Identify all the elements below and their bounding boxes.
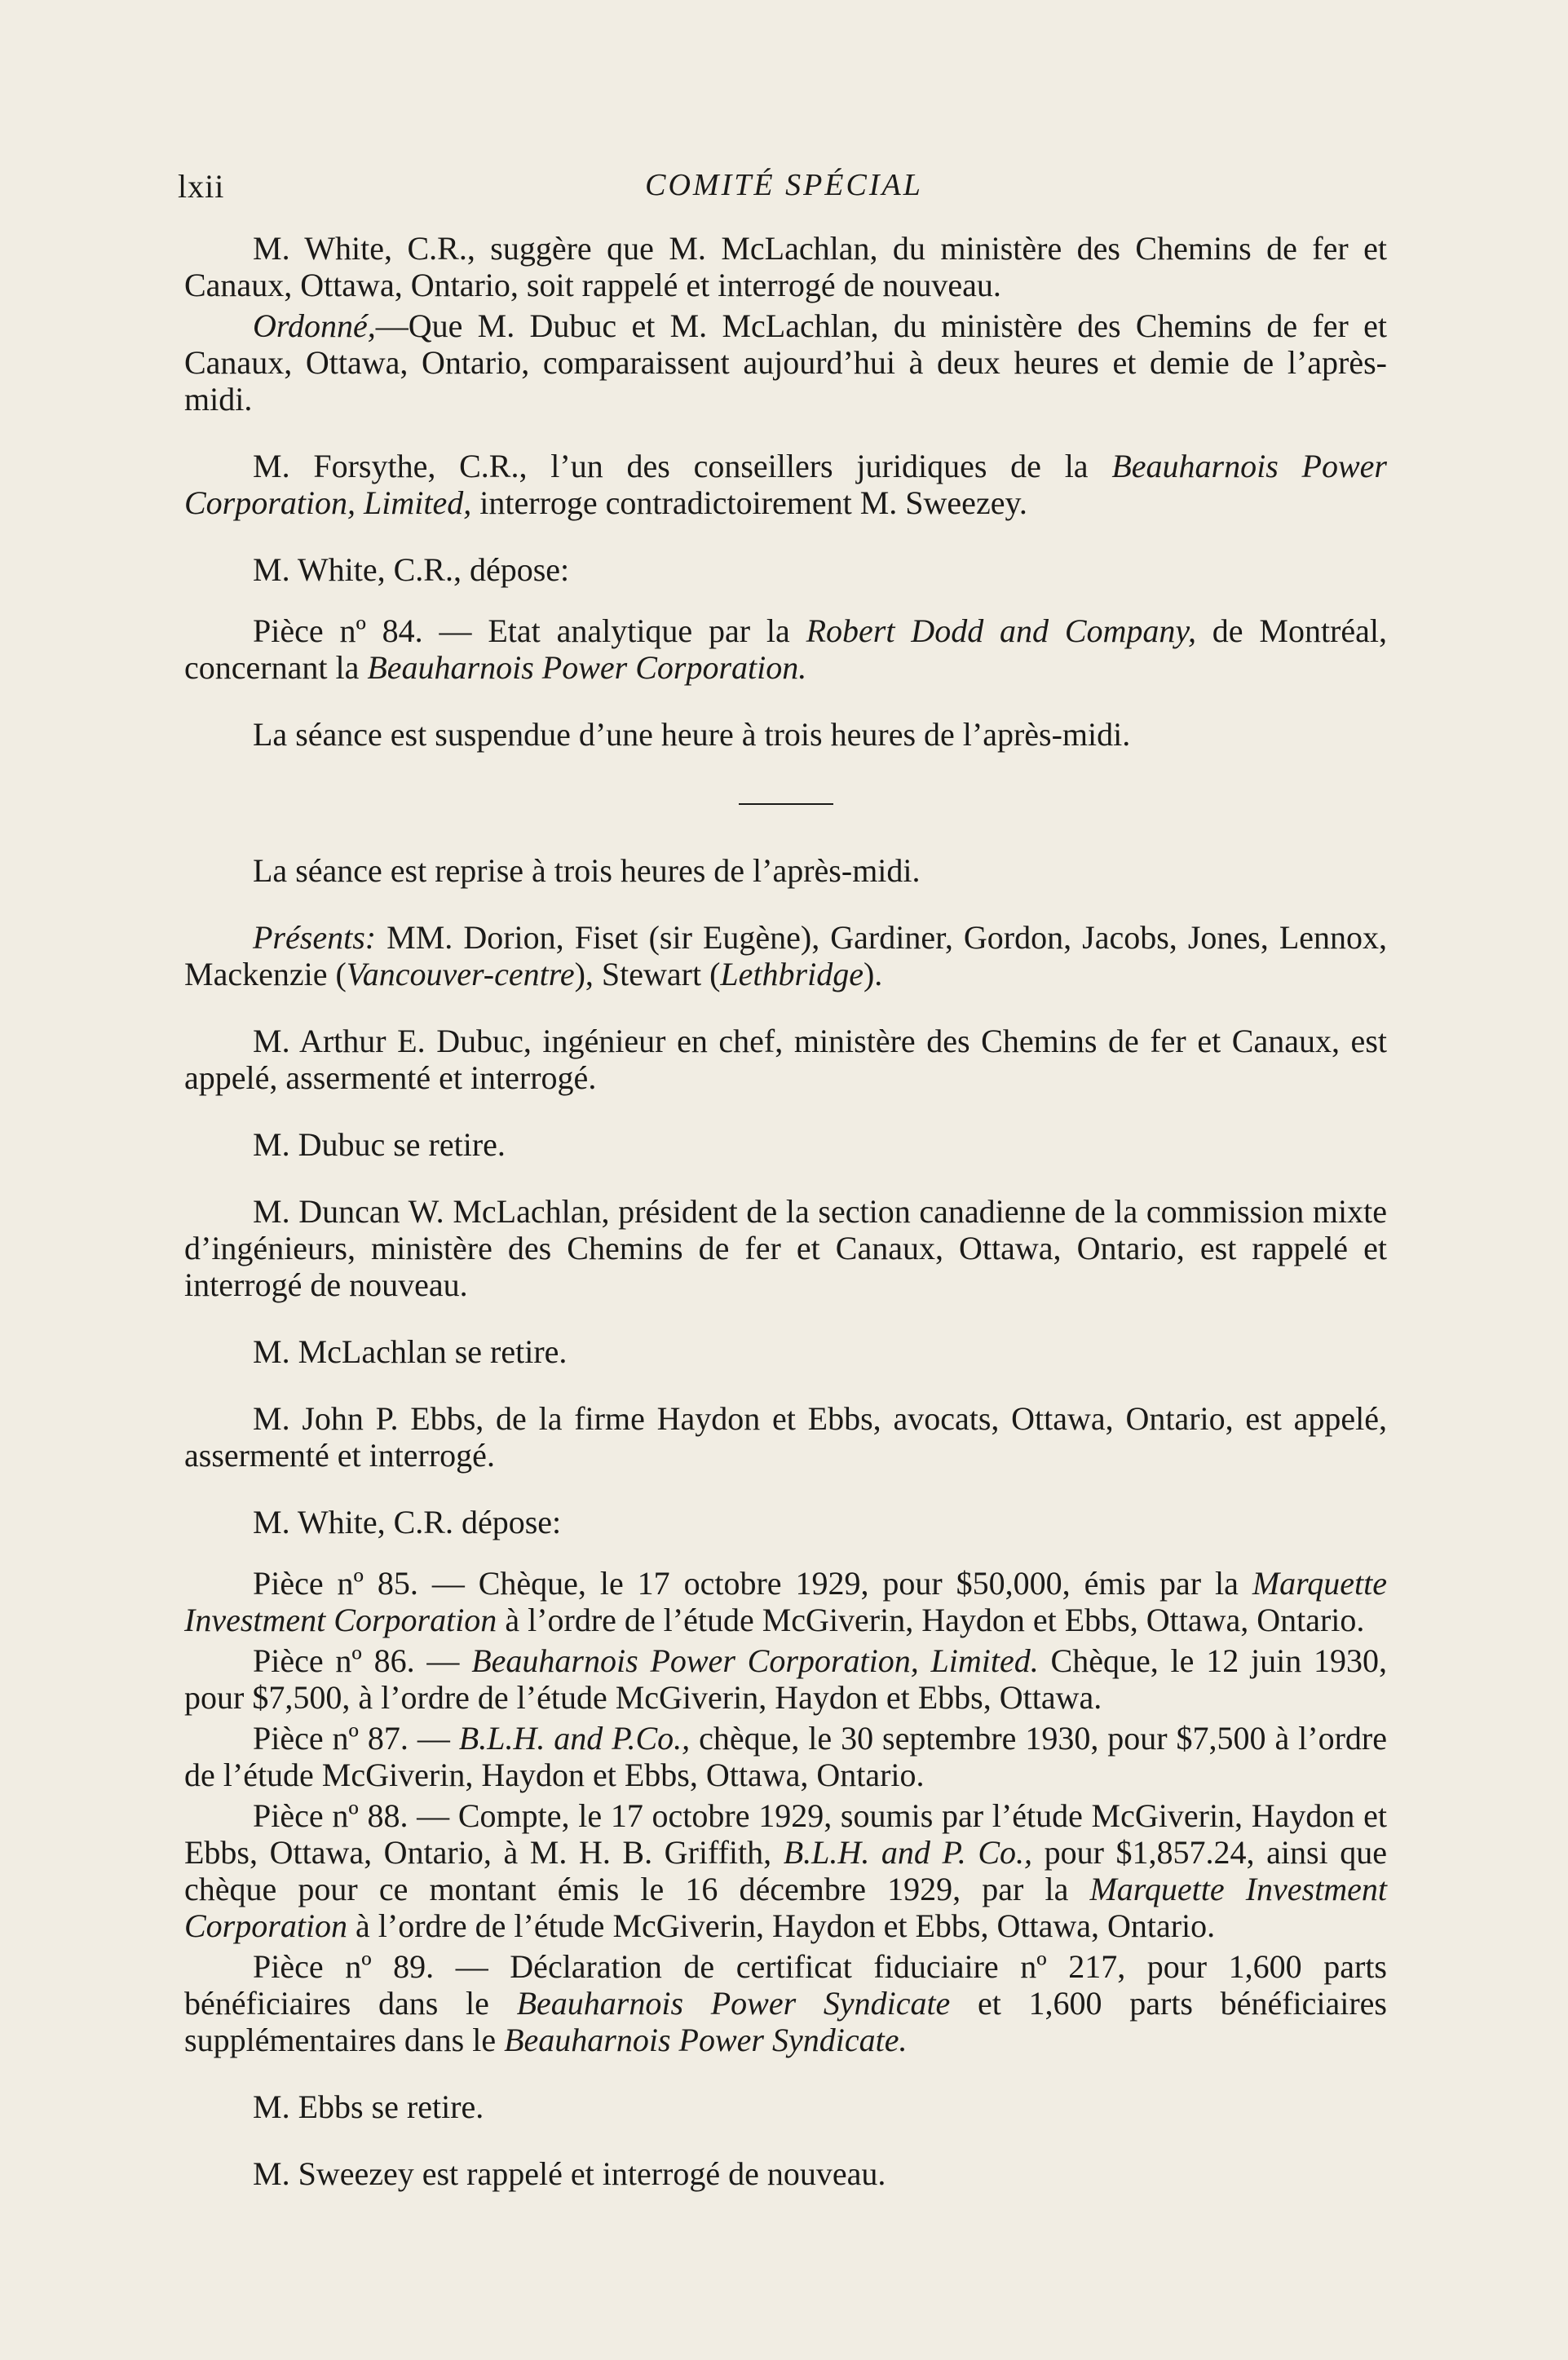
text-run: M. Ebbs se retire. [253,2088,484,2125]
running-title: COMITÉ SPÉCIAL [645,168,923,202]
text-run: de Montréal, concernant la [184,612,1387,686]
text-run: et 1,600 parts bénéficiaires supplémentaires dans le [184,1985,1387,2058]
text-run-italic: Beauharnois Power Syndicate. [504,2022,908,2058]
text-run: M. John P. Ebbs, de la firme Haydon et Ebbs, avocats, Ottawa, Ontario, est appelé, assermenté et interrogé. [184,1400,1387,1474]
paragraph-exhibit-89 [184,1948,1387,2058]
text-run: à l’ordre de l’étude McGiverin, Haydon et Ebbs, Ottawa, Ontario. [497,1602,1365,1638]
section-divider [739,803,833,805]
paragraph-resumed [184,852,1387,889]
text-run: M. Duncan W. McLachlan, président de la section canadienne de la commission mixte d’ingénieurs, ministère des Chemins de fer et Canaux, Ottawa, Ontario, est rappelé et interrogé de nouveau. [184,1193,1387,1303]
paragraph-mclachlan-recalled [184,1193,1387,1303]
text-run: Pièce nº 86. — [253,1642,472,1679]
text-run-italic: Beauharnois Power Syndicate [516,1985,951,2022]
text-run: chèque, le 30 septembre 1930, pour $7,500 à l’ordre de l’étude McGiverin, Haydon et Ebbs, Ottawa, Ontario. [184,1720,1387,1793]
text-run-italic: Marquette Investment Corporation [184,1871,1387,1944]
body-text [184,230,1387,2192]
text-run: M. Forsythe, C.R., l’un des conseillers juridiques de la [253,448,1112,484]
text-run: M. White, C.R. dépose: [253,1504,562,1540]
paragraph-white-depose [184,551,1387,588]
paragraph-mclachlan-withdraws [184,1333,1387,1370]
paragraph-white-depose-2 [184,1504,1387,1540]
text-run: ), Stewart ( [574,956,721,992]
text-run: M. Dubuc se retire. [253,1126,506,1163]
paragraph-white-suggests [184,230,1387,303]
text-run: Pièce nº 87. — [253,1720,459,1757]
text-run-italic: Présents: [253,919,377,956]
paragraph-order [184,307,1387,418]
text-run-italic: Beauharnois Power Corporation, Limited. [471,1642,1039,1679]
text-run: La séance est reprise à trois heures de l’après-midi. [253,852,921,889]
text-run: M. Arthur E. Dubuc, ingénieur en chef, ministère des Chemins de fer et Canaux, est appelé, assermenté et interrogé. [184,1023,1387,1096]
text-run: Chèque, le 12 juin 1930, pour $7,500, à l’ordre de l’étude McGiverin, Haydon et Ebbs, Ottawa. [184,1642,1388,1716]
paragraph-dubuc-called [184,1023,1387,1096]
paragraph-exhibit-84 [184,612,1387,686]
text-run: —Que M. Dubuc et M. McLachlan, du ministère des Chemins de fer et Canaux, Ottawa, Ontario, comparaissent aujourd’hui à deux heures et demie de l’après-midi. [184,307,1387,418]
text-run-italic: Beauharnois Power Corporation. [367,649,807,686]
paragraph-forsythe [184,448,1387,521]
text-run-italic: Ordonné, [253,307,376,344]
page-number: lxii [178,168,225,205]
text-run-italic: Marquette Investment Corporation [184,1565,1387,1638]
text-run: Pièce nº 89. — Déclaration de certificat fiduciaire nº 217, pour 1,600 parts bénéficiaires dans le [184,1948,1387,2022]
text-run-italic: Lethbridge [720,956,864,992]
text-run: Pièce nº 84. — Etat analytique par la [253,612,806,649]
text-run: Pièce nº 88. — Compte, le 17 octobre 1929, soumis par l’étude McGiverin, Haydon et Ebbs, Ottawa, Ontario, à M. H. B. Griffith, [184,1797,1387,1871]
text-run: M. Sweezey est rappelé et interrogé de nouveau. [253,2155,886,2192]
paragraph-ebbs-called [184,1400,1387,1474]
text-run: à l’ordre de l’étude McGiverin, Haydon et Ebbs, Ottawa, Ontario. [347,1907,1216,1944]
paragraph-adjourned [184,716,1387,753]
text-run: M. White, C.R., suggère que M. McLachlan, du ministère des Chemins de fer et Canaux, Ottawa, Ontario, soit rappelé et interrogé de nouveau. [184,230,1387,303]
text-run-italic: Robert Dodd and Company, [806,612,1196,649]
text-run: MM. Dorion, Fiset (sir Eugène), Gardiner, Gordon, Jacobs, Jones, Lennox, Mackenzie ( [184,919,1387,992]
paragraph-ebbs-withdraws [184,2088,1387,2125]
text-run: ). [863,956,883,992]
paragraph-exhibit-85 [184,1565,1387,1638]
text-run-italic: B.L.H. and P. Co., [783,1834,1033,1871]
text-run-italic: Beauharnois Power Corporation, Limited, [184,448,1387,521]
text-run: M. White, C.R., dépose: [253,551,570,588]
text-run: La séance est suspendue d’une heure à trois heures de l’après-midi. [253,716,1131,753]
text-run: interroge contradictoirement M. Sweezey. [471,484,1027,521]
paragraph-exhibit-87 [184,1720,1387,1793]
paragraph-sweezey-recalled [184,2155,1387,2192]
text-run: pour $1,857.24, ainsi que chèque pour ce montant émis le 16 décembre 1929, par la [184,1834,1388,1907]
text-run-italic: Vancouver-centre [346,956,575,992]
text-run: Pièce nº 85. — Chèque, le 17 octobre 1929, pour $50,000, émis par la [253,1565,1252,1602]
text-run-italic: B.L.H. and P.Co., [458,1720,691,1757]
paragraph-exhibit-88 [184,1797,1387,1944]
paragraph-dubuc-withdraws [184,1126,1387,1163]
paragraph-present [184,919,1387,992]
paragraph-exhibit-86 [184,1642,1387,1716]
text-run: M. McLachlan se retire. [253,1333,568,1370]
